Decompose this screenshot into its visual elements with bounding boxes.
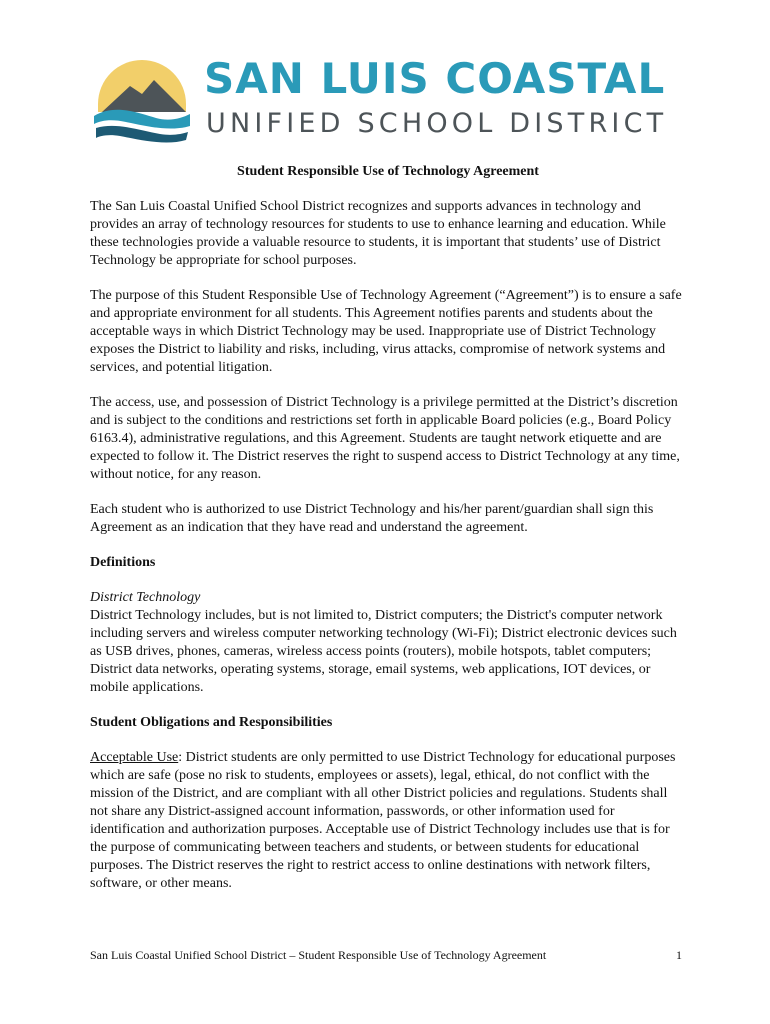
- definitions-paragraph: [90, 589, 686, 697]
- intro-paragraph-3: The access, use, and possession of District Technology is a privilege permitted at the District’s discretion and is subject to the conditions and restrictions set forth in applicable Board policies (e.g., Board Policy 6163.4), administrative regulations, and this Agreement. Students are taught network etiquette and are expected to follow it. The District reserves the right to suspend access to District Technology at any time, without notice, for any reason.: [90, 395, 680, 482]
- document-title: Student Responsible Use of Technology Agreement: [237, 164, 539, 179]
- sun-wave-logo-icon: [90, 56, 192, 144]
- logo-line-2: UNIFIED SCHOOL DISTRICT: [206, 108, 668, 139]
- acceptable-use-paragraph: [90, 749, 686, 893]
- obligations-heading: Student Obligations and Responsibilities: [90, 715, 333, 730]
- acceptable-use-text: : District students are only permitted to use District Technology for educational purposes which are safe (pose no risk to students, employees or assets), legal, ethical, do not conflict with the mission of the District, and are compliant with all other District policies and regulations. Students shall not share any District-assigned account information, passwords, or other information used for identification and authorization purposes. Acceptable use of District Technology includes use that is for the purpose of communicating between teachers and students, or between students for educational purposes. The District reserves the right to restrict access to online destinations with network filters, software, or other means.: [90, 750, 676, 891]
- acceptable-use-label: Acceptable Use: [90, 750, 179, 765]
- definition-text: District Technology includes, but is not limited to, District computers; the District's computer network including servers and wireless computer networking technology (Wi-Fi); District electronic devices such as USB drives, phones, cameras, wireless access points (routers), mobile hotspots, tablet computers; District data networks, operating systems, storage, email systems, web applications, IOT devices, or mobile applications.: [90, 608, 677, 695]
- page-footer: [90, 948, 682, 963]
- intro-paragraph-2: The purpose of this Student Responsible Use of Technology Agreement (“Agreement”) is to ensure a safe and appropriate environment for all students. This Agreement notifies parents and students about the acceptable ways in which District Technology may be used. Inappropriate use of District Technology exposes the District to liability and risks, including, virus attacks, compromise of network systems and services, and potential litigation.: [90, 288, 682, 375]
- definition-term: District Technology: [90, 590, 201, 605]
- district-logo: [90, 52, 668, 152]
- footer-text: San Luis Coastal Unified School District – Student Responsible Use of Technology Agreement: [90, 948, 547, 962]
- document-body: [90, 163, 686, 910]
- definitions-heading: Definitions: [90, 555, 156, 570]
- logo-line-1: SAN LUIS COASTAL: [204, 54, 666, 103]
- page-number: 1: [676, 948, 682, 962]
- intro-paragraph-4: Each student who is authorized to use District Technology and his/her parent/guardian shall sign this Agreement as an indication that they have read and understand the agreement.: [90, 502, 654, 535]
- intro-paragraph-1: The San Luis Coastal Unified School District recognizes and supports advances in technology and provides an array of technology resources for students to use to enhance learning and education. While these technologies provide a valuable resource to students, it is important that students’ use of District Technology be appropriate for school purposes.: [90, 199, 666, 268]
